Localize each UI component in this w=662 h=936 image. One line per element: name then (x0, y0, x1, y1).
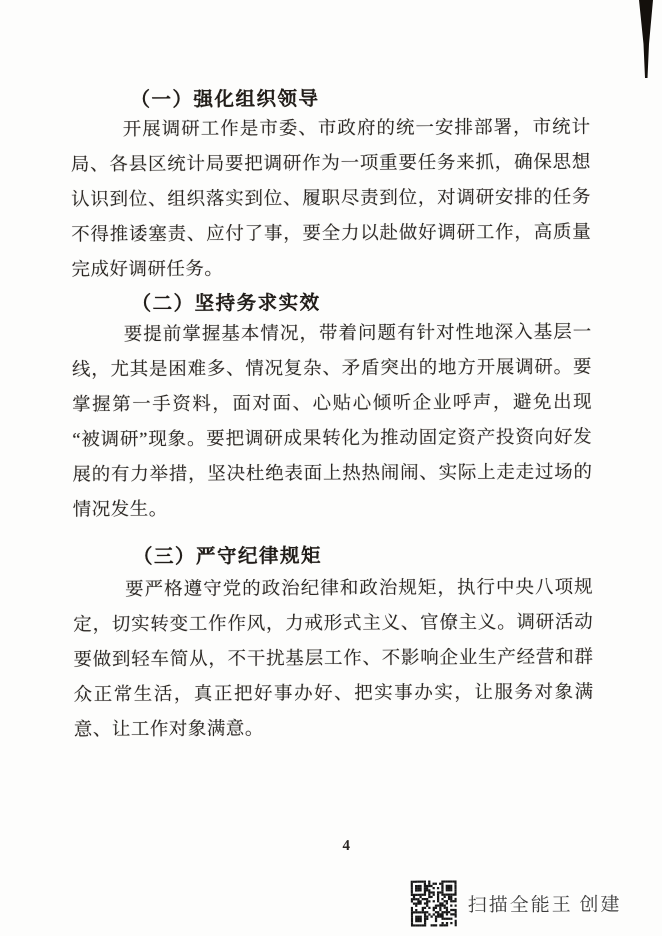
section-paragraph-3: 要严格遵守党的政治纪律和政治规矩，执行中央八项规定，切实转变工作作风，力戒形式主义、官僚主义。调研活动要做到轻车简从，不干扰基层工作、不影响企业生产经营和群众正常生活，真正把好事办好、把实事办实，让服务对象满意、让工作对象满意。 (73, 577, 594, 741)
camscanner-watermark (411, 879, 622, 926)
document-section-1-body (71, 111, 592, 289)
watermark-label: 扫描全能王 创建 (467, 893, 622, 916)
document-section-3 (73, 539, 593, 570)
document-section-2-body (72, 316, 593, 529)
section-heading-1: （一）强化组织领导 (130, 89, 320, 112)
document-section-3-body (73, 571, 594, 749)
qr-code-icon (411, 880, 457, 926)
document-section-2 (72, 286, 592, 317)
document-section-1 (70, 82, 590, 113)
section-paragraph-1: 开展调研工作是市委、市政府的统一安排部署，市统计局、各县区统计局要把调研作为一项重要任务来抓，确保思想认识到位、组织落实到位、履职尽责到位，对调研安排的任务不得推诿塞责、应付了事，要全力以赴做好调研工作，高质量完成好调研任务。 (70, 117, 592, 281)
section-heading-2: （二）坚持务求实效 (131, 293, 321, 316)
section-heading-3: （三）严守纪律规矩 (132, 546, 322, 569)
page-number: 4 (342, 837, 350, 854)
section-paragraph-2: 要提前掌握基本情况，带着问题有针对性地深入基层一线，尤其是困难多、情况复杂、矛盾突出的地方开展调研。要掌握第一手资料，面对面、心贴心倾听企业呼声，避免出现“被调研”现象。要把调研成果转化为推动固定资产投资向好发展的有力举措，坚决杜绝表面上热热闹闹、实际上走走过场的情况发生。 (71, 322, 593, 521)
